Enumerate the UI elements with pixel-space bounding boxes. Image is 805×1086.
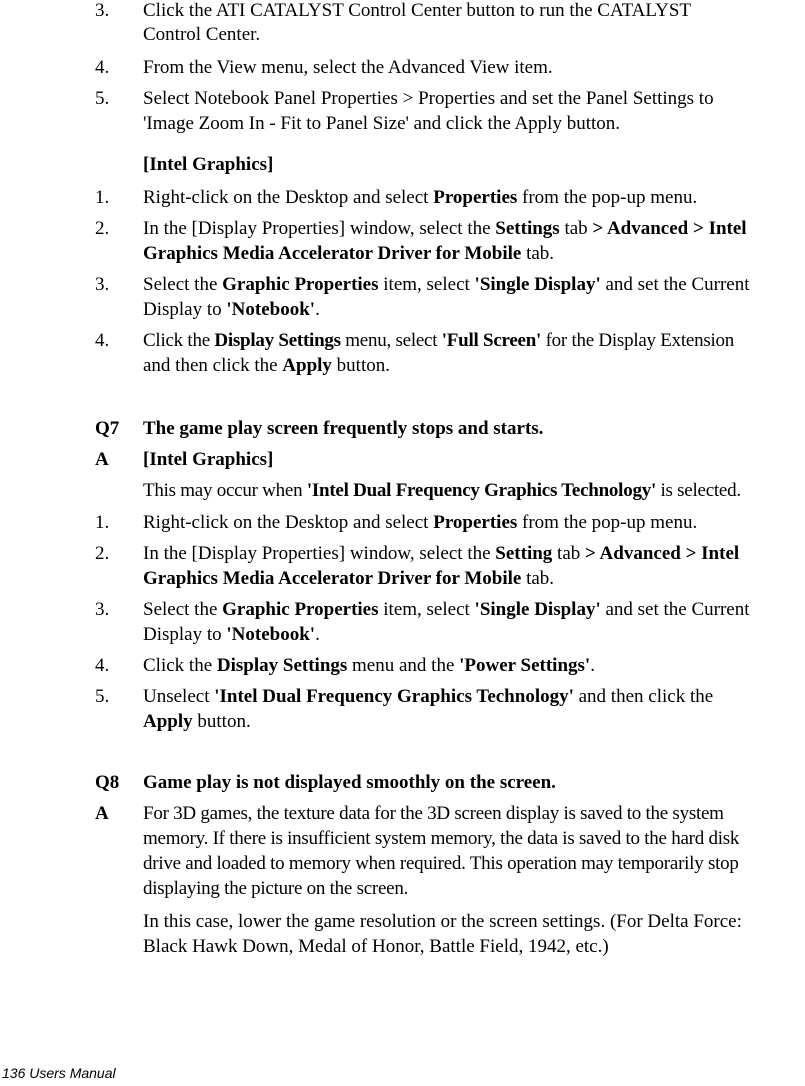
answer-label: A	[95, 803, 109, 824]
step-text: Apply button.	[143, 711, 251, 732]
step-text: Right-click on the Desktop and select Properties from the pop-up menu.	[143, 512, 698, 533]
step-text: Click the Display Settings menu and the 'Power Settings'.	[143, 655, 595, 676]
step-text: and then click the Apply button.	[143, 355, 390, 376]
step-number: 3.	[95, 274, 110, 295]
section-heading: [Intel Graphics]	[143, 449, 274, 470]
page-footer: 136 Users Manual	[2, 1065, 116, 1081]
step-number: 1.	[95, 512, 110, 533]
step-number: 4.	[95, 330, 110, 351]
answer-line: drive and loaded to memory when required. This operation may temporarily stop	[143, 853, 739, 874]
question-text: Game play is not displayed smoothly on the screen.	[143, 772, 556, 793]
step-text: In the [Display Properties] window, select the Settings tab > Advanced > Intel	[143, 218, 747, 239]
step-number: 5.	[95, 88, 110, 109]
step-number: 4.	[95, 57, 110, 78]
question-label: Q8	[95, 772, 120, 793]
step-text: From the View menu, select the Advanced View item.	[143, 57, 553, 78]
step-number: 2.	[95, 218, 110, 239]
step-text: Select Notebook Panel Properties > Properties and set the Panel Settings to	[143, 88, 714, 109]
step-number: 2.	[95, 543, 110, 564]
step-number: 4.	[95, 655, 110, 676]
answer-label: A	[95, 449, 109, 470]
step-text: Click the ATI CATALYST Control Center button to run the CATALYST	[143, 0, 691, 21]
step-text: Graphics Media Accelerator Driver for Mobile tab.	[143, 243, 555, 264]
section-heading: [Intel Graphics]	[143, 154, 274, 175]
answer-line: Black Hawk Down, Medal of Honor, Battle Field, 1942, etc.)	[143, 936, 609, 957]
step-text: In the [Display Properties] window, select the Setting tab > Advanced > Intel	[143, 543, 740, 564]
answer-note: This may occur when 'Intel Dual Frequency Graphics Technology' is selected.	[143, 480, 741, 501]
step-number: 5.	[95, 686, 110, 707]
answer-line: displaying the picture on the screen.	[143, 878, 409, 899]
step-number: 3.	[95, 599, 110, 620]
step-text: 'Image Zoom In - Fit to Panel Size' and click the Apply button.	[143, 113, 621, 134]
step-text: Control Center.	[143, 24, 261, 45]
step-text: Click the Display Settings menu, select 'Full Screen' for the Display Extension	[143, 330, 735, 351]
question-text: The game play screen frequently stops and starts.	[143, 418, 544, 439]
step-text: Display to 'Notebook'.	[143, 624, 320, 645]
step-number: 1.	[95, 187, 110, 208]
answer-line: For 3D games, the texture data for the 3D screen display is saved to the system	[143, 803, 724, 824]
step-text: Select the Graphic Properties item, select 'Single Display' and set the Current	[143, 599, 750, 620]
step-text: Select the Graphic Properties item, select 'Single Display' and set the Current	[143, 274, 750, 295]
answer-line: memory. If there is insufficient system memory, the data is saved to the hard disk	[143, 828, 740, 849]
step-text: Unselect 'Intel Dual Frequency Graphics Technology' and then click the	[143, 686, 714, 707]
question-label: Q7	[95, 418, 120, 439]
step-text: Display to 'Notebook'.	[143, 299, 320, 320]
answer-line: In this case, lower the game resolution or the screen settings. (For Delta Force:	[143, 911, 742, 932]
step-number: 3.	[95, 0, 110, 21]
step-text: Graphics Media Accelerator Driver for Mobile tab.	[143, 568, 555, 589]
step-text: Right-click on the Desktop and select Properties from the pop-up menu.	[143, 187, 698, 208]
